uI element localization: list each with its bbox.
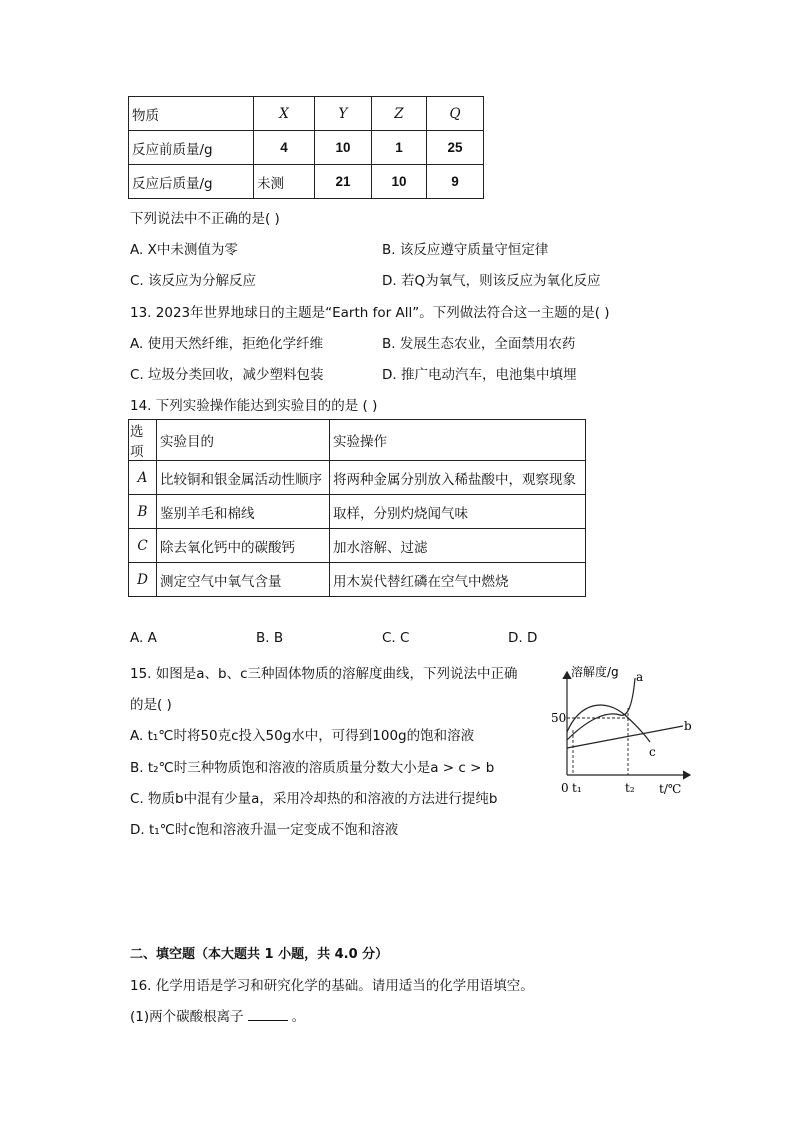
table-cell: Y — [315, 97, 372, 131]
table-cell: X — [254, 97, 315, 131]
option-d[interactable]: D. 若Q为氧气，则该反应为氧化反应 — [382, 273, 601, 289]
question-stem: 下列说法中不正确的是( ) — [130, 211, 280, 227]
curve-c — [567, 705, 650, 742]
table-cell: A — [129, 461, 157, 495]
table-cell: D — [129, 563, 157, 597]
table-cell: 用木炭代替红磷在空气中燃烧 — [330, 563, 586, 597]
table-cell: 21 — [315, 165, 372, 199]
option-d[interactable]: D. t₁℃时c饱和溶液升温一定变成不饱和溶液 — [130, 822, 399, 838]
mass-table — [128, 96, 484, 199]
question-stem: 14. 下列实验操作能达到实验目的的是 ( ) — [130, 398, 378, 414]
table-row — [129, 97, 484, 131]
fill-in-line — [130, 1005, 305, 1025]
table-cell: B — [129, 495, 157, 529]
table-cell: Q — [427, 97, 484, 131]
option-c[interactable]: C. 物质b中混有少量a，采用冷却热的和溶液的方法进行提纯b — [130, 791, 498, 807]
option-b[interactable]: B. t₂℃时三种物质饱和溶液的溶质质量分数大小是a > c > b — [130, 760, 495, 776]
option-c[interactable]: C. 垃圾分类回收，减少塑料包装 — [130, 367, 324, 383]
option-a[interactable]: A. X中未测值为零 — [130, 242, 238, 258]
table-row — [129, 495, 586, 529]
option-a[interactable]: A. A — [130, 630, 157, 646]
table-row — [129, 461, 586, 495]
table-cell: C — [129, 529, 157, 563]
option-d[interactable]: D. D — [508, 630, 538, 646]
option-a[interactable]: A. 使用天然纤维，拒绝化学纤维 — [130, 336, 324, 352]
y50-tick-label: 50 — [551, 711, 567, 725]
table-cell: 10 — [315, 131, 372, 165]
option-c[interactable]: C. C — [382, 630, 410, 646]
table-cell: 实验操作 — [330, 420, 586, 461]
question-stem: 15. 如图是a、b、c三种固体物质的溶解度曲线，下列说法中正确 — [130, 666, 518, 682]
table-cell: 10 — [372, 165, 427, 199]
table-cell: 将两种金属分别放入稀盐酸中，观察现象 — [330, 461, 586, 495]
question-stem: 13. 2023年世界地球日的主题是“Earth for All”。下列做法符合这一主题的是( ) — [130, 305, 610, 321]
curve-a — [567, 678, 635, 740]
table-row — [129, 563, 586, 597]
option-d[interactable]: D. 推广电动汽车，电池集中填埋 — [382, 367, 577, 383]
experiment-table — [128, 419, 586, 597]
table-cell: 9 — [427, 165, 484, 199]
section-title: 二、填空题（本大题共 1 小题，共 4.0 分） — [130, 947, 389, 962]
y-axis-label: 溶解度/g — [571, 665, 619, 679]
sub-question-label: (1)两个碳酸根离子 — [130, 1009, 244, 1025]
t2-tick-label: t₂ — [625, 781, 635, 795]
curve-b — [567, 726, 683, 748]
option-b[interactable]: B. B — [256, 630, 284, 646]
option-a[interactable]: A. t₁℃时将50克c投入50g水中，可得到100g的饱和溶液 — [130, 728, 475, 744]
option-b[interactable]: B. 该反应遵守质量守恒定律 — [382, 242, 549, 258]
table-cell: 取样，分别灼烧闻气味 — [330, 495, 586, 529]
curve-c-label: c — [649, 745, 656, 759]
table-row — [129, 131, 484, 165]
sub-question-end: 。 — [291, 1009, 306, 1025]
table-cell: 1 — [372, 131, 427, 165]
table-row — [129, 529, 586, 563]
x-axis-label: t/℃ — [659, 782, 682, 796]
table-row — [129, 420, 586, 461]
table-cell: 实验目的 — [157, 420, 330, 461]
table-cell: 25 — [427, 131, 484, 165]
answer-blank[interactable] — [248, 1006, 288, 1021]
table-cell: 测定空气中氧气含量 — [157, 563, 330, 597]
table-cell: 4 — [254, 131, 315, 165]
table-cell: 反应前质量/g — [129, 131, 254, 165]
question-stem-cont: 的是( ) — [130, 697, 172, 713]
table-cell: 比较铜和银金属活动性顺序 — [157, 461, 330, 495]
table-row — [129, 165, 484, 199]
table-cell: 反应后质量/g — [129, 165, 254, 199]
option-c[interactable]: C. 该反应为分解反应 — [130, 273, 257, 289]
t1-tick-label: t₁ — [572, 781, 582, 795]
curve-a-label: a — [636, 670, 644, 684]
origin-label: 0 — [561, 781, 569, 795]
question-stem: 16. 化学用语是学习和研究化学的基础。请用适当的化学用语填空。 — [130, 978, 534, 994]
table-cell: 物质 — [129, 97, 254, 131]
solubility-chart — [545, 660, 705, 800]
table-cell: 加水溶解、过滤 — [330, 529, 586, 563]
table-cell: 未测 — [254, 165, 315, 199]
table-cell: 除去氧化钙中的碳酸钙 — [157, 529, 330, 563]
table-cell: 选项 — [129, 420, 157, 461]
curve-b-label: b — [684, 719, 692, 733]
table-cell: 鉴别羊毛和棉线 — [157, 495, 330, 529]
table-cell: Z — [372, 97, 427, 131]
option-b[interactable]: B. 发展生态农业，全面禁用农药 — [382, 336, 576, 352]
